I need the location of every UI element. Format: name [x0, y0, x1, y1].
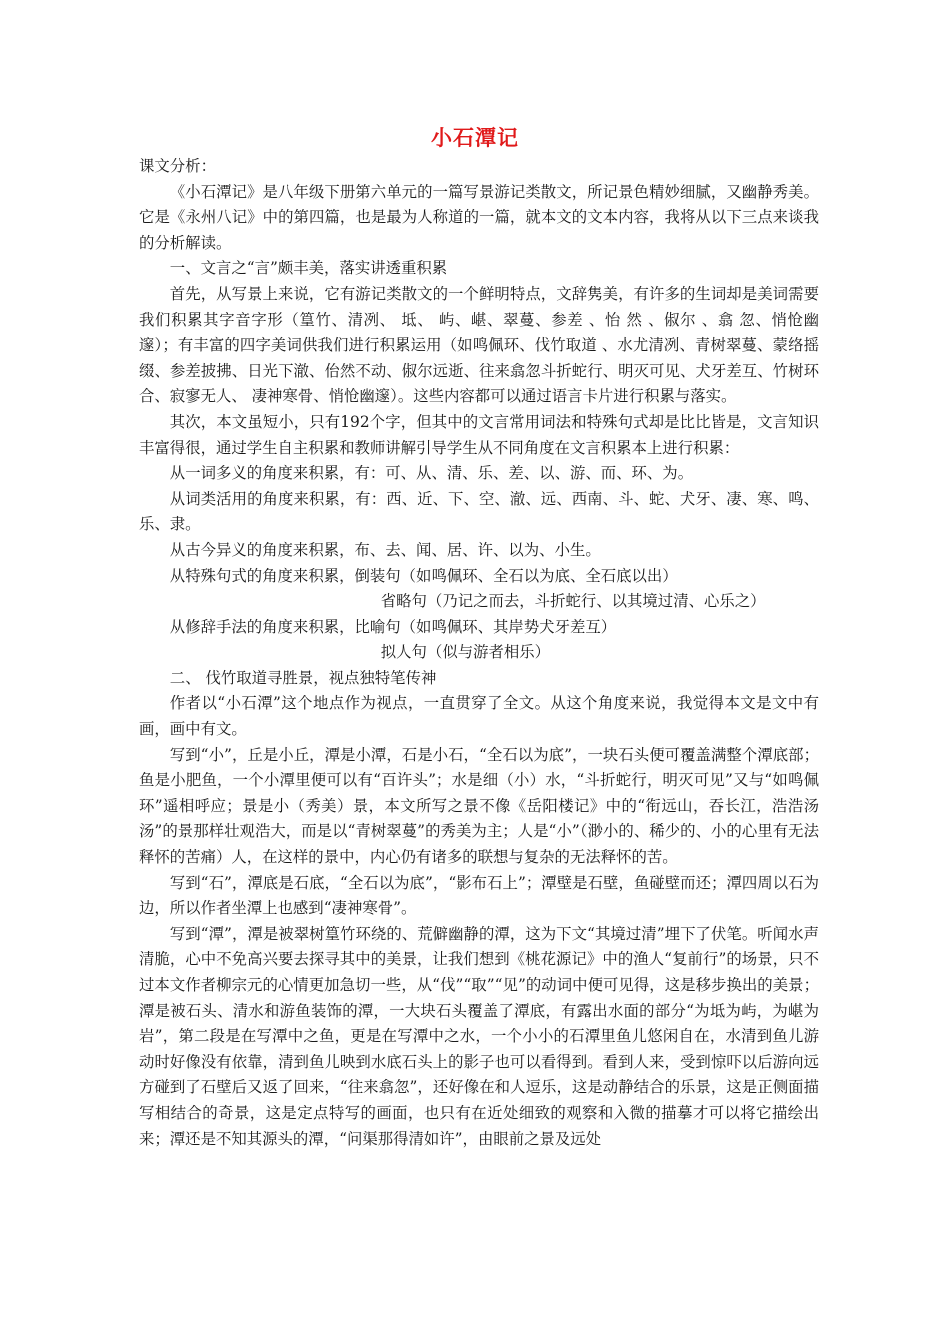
document-title: 小石潭记 [431, 126, 519, 150]
paragraph: 写到“潭”，潭是被翠树篁竹环绕的、荒僻幽静的潭，这为下文“其境过清”埋下了伏笔。听闻水声清脆，心中不免高兴要去探寻其中的美景，让我们想到《桃花源记》中的渔人“复前行”的场景，只不过本文作者柳宗元的心情更加急切一些，从“伐”“取”“见”的动词中便可见得，这是移步换出的美景；潭是被石头、清水和游鱼装饰的潭，一大块石头覆盖了潭底，有露出水面的部分“为坻为屿，为嵁为岩”，第二段是在写潭中之鱼，更是在写潭中之水，一个小小的石潭里鱼儿悠闲自在，水清到鱼儿游动时好像没有依靠，清到鱼儿映到水底石头上的影子也可以看得到。看到人来，受到惊吓以后游向远方碰到了石壁后又返了回来，“往来翕忽”，还好像在和人逗乐，这是动静结合的乐景，这是正侧面描写相结合的奇景，这是定点特写的画面，也只有在近处细致的观察和入微的描摹才可以将它描绘出来；潭还是不知其源头的潭，“问渠那得清如许”，由眼前之景及远处 [139, 924, 819, 1148]
paragraph: 作者以“小石潭”这个地点作为视点，一直贯穿了全文。从这个角度来说，我觉得本文是文中有画，画中有文。 [139, 694, 819, 739]
paragraph: 写到“小”，丘是小丘，潭是小潭，石是小石，“全石以为底”，一块石头便可覆盖满整个潭底部；鱼是小肥鱼，一个小潭里便可以有“百许头”；水是细（小）水，“斗折蛇行，明灭可见”又与“如鸣佩环”遥相呼应；景是小（秀美）景，本文所写之景不像《岳阳楼记》中的“衔远山，吞长江，浩浩汤汤”的景那样壮观浩大，而是以“青树翠蔓”的秀美为主；人是“小”（渺小的、稀少的、小的心里有无法释怀的苦痛）人，在这样的景中，内心仍有诸多的联想与复杂的无法释怀的苦。 [139, 745, 819, 867]
section-heading: 二、 伐竹取道寻胜景，视点独特笔传神 [169, 668, 437, 687]
list-subitem: 拟人句（似与游者相乐） [380, 643, 551, 662]
list-item: 从修辞手法的角度来积累，比喻句（如鸣佩环、其岸势犬牙差互） [169, 617, 617, 636]
list-subitem: 省略句（乃记之而去，斗折蛇行、以其境过清、心乐之） [380, 592, 766, 611]
paragraph: 《小石潭记》是八年级下册第六单元的一篇写景游记类散文，所记景色精妙细腻，又幽静秀美。它是《永州八记》中的第四篇，也是最为人称道的一篇，就本文的文本内容，我将从以下三点来谈我的分析解读。 [139, 182, 819, 252]
list-item: 从词类活用的角度来积累，有：西、近、下、空、澈、远、西南、斗、蛇、犬牙、凄、寒、鸣、乐、隶。 [139, 489, 819, 534]
document-body [139, 154, 819, 1152]
paragraph: 写到“石”，潭底是石底，“全石以为底”，“影布石上”；潭壁是石壁，鱼碰壁而还；潭四周以石为边，所以作者坐潭上也感到“凄神寒骨”。 [139, 873, 819, 918]
list-item: 从一词多义的角度来积累，有：可、从、清、乐、差、以、游、而、环、为。 [169, 464, 694, 483]
analysis-label: 课文分析： [139, 157, 216, 175]
paragraph: 首先，从写景上来说，它有游记类散文的一个鲜明特点，文辞隽美，有许多的生词却是美词需要我们积累其字音字形（篁竹、清冽、 坻、 屿、嵁、翠蔓、参差 、怡 然 、俶尔 、翕 忽、悄怆幽邃）；有丰富的四字美词供我们进行积累运用（如鸣佩环、伐竹取道 、水尤清冽、青树翠蔓、蒙络摇缀、参差披拂、日光下澈、佁然不动、俶尔远逝、往来翕忽斗折蛇行、明灭可见、犬牙差互、竹树环合、寂寥无人、 凄神寒骨、悄怆幽邃）。这些内容都可以通过语言卡片进行积累与落实。 [139, 284, 819, 406]
list-item: 从古今异义的角度来积累，布、去、闻、居、许、以为、小生。 [169, 540, 601, 559]
list-item: 从特殊句式的角度来积累，倒装句（如鸣佩环、全石以为底、全石底以出） [169, 566, 678, 585]
paragraph: 其次，本文虽短小，只有192个字，但其中的文言常用词法和特殊句式却是比比皆是，文言知识丰富得很，通过学生自主积累和教师讲解引导学生从不同角度在文言积累本上进行积累： [139, 412, 819, 457]
section-heading: 一、文言之“言”颇丰美，落实讲透重积累 [169, 259, 448, 278]
